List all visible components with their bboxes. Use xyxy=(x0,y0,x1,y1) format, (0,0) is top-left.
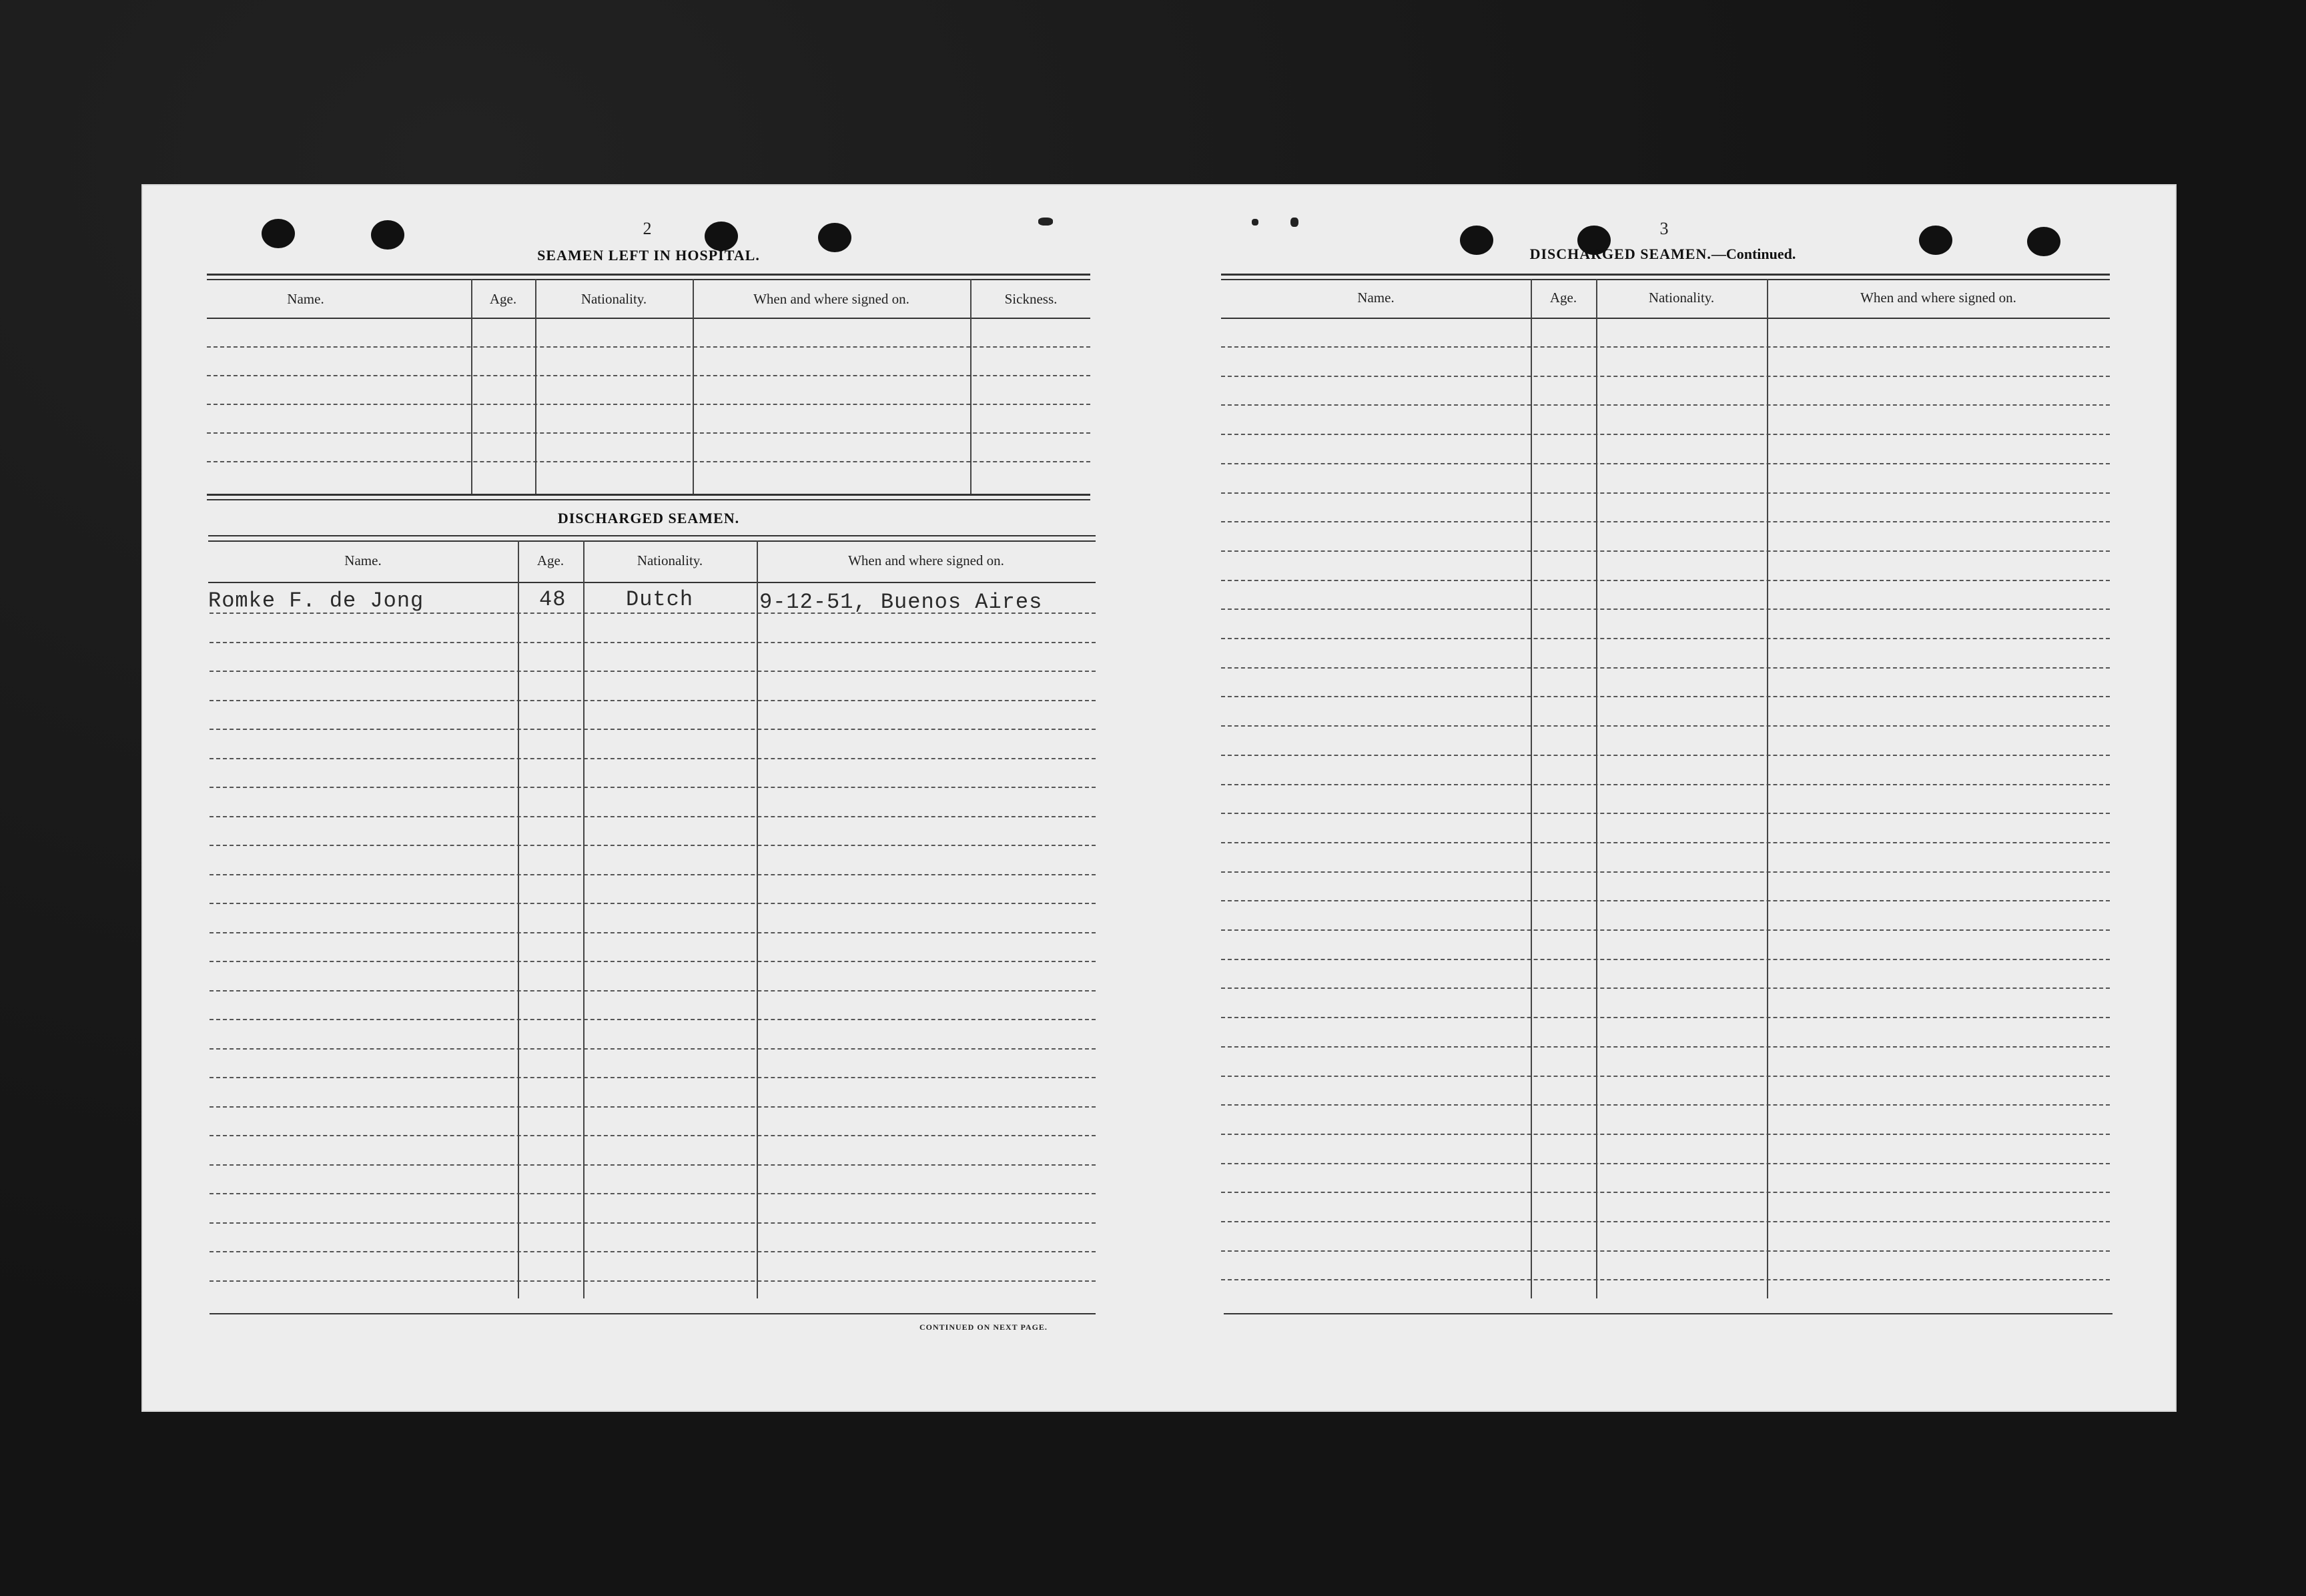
entry-line xyxy=(1221,1250,2110,1252)
entry-line xyxy=(1221,1134,2110,1135)
rule xyxy=(210,1313,1096,1314)
header-rule xyxy=(1221,318,2110,319)
ink-spot xyxy=(1038,218,1053,226)
entry-line xyxy=(1221,929,2110,931)
entry-line xyxy=(1221,1104,2110,1106)
entry-line xyxy=(1221,987,2110,989)
punch-hole xyxy=(1919,226,1952,255)
hospital-col-nationality: Nationality. xyxy=(581,291,647,307)
left-page-number: 2 xyxy=(643,219,652,238)
discharged-row-nationality: Dutch xyxy=(626,587,694,612)
discharged-row-age: 48 xyxy=(539,587,566,612)
discharged-row-signed-on: 9-12-51, Buenos Aires xyxy=(759,590,1043,615)
column-rule xyxy=(970,279,972,494)
hospital-col-sickness: Sickness. xyxy=(1004,291,1058,307)
column-rule xyxy=(583,540,585,1298)
entry-line xyxy=(210,990,1096,991)
continued-note: CONTINUED ON NEXT PAGE. xyxy=(919,1322,1048,1332)
rule xyxy=(1221,279,2110,280)
entry-line xyxy=(210,613,1096,614)
ink-spot xyxy=(1252,219,1258,226)
rule xyxy=(208,535,1096,536)
entry-line xyxy=(1221,813,2110,814)
column-rule xyxy=(757,540,758,1298)
entry-line xyxy=(1221,900,2110,901)
entry-line xyxy=(1221,521,2110,522)
column-rule xyxy=(693,279,694,494)
punch-hole xyxy=(371,220,404,250)
column-rule xyxy=(1767,279,1768,1298)
header-rule xyxy=(207,318,1090,319)
entry-line xyxy=(210,874,1096,875)
discharged-section-title: DISCHARGED SEAMEN. xyxy=(557,510,740,526)
entry-line xyxy=(210,758,1096,759)
punch-hole xyxy=(818,223,851,252)
entry-line xyxy=(207,404,1090,405)
column-rule xyxy=(535,279,536,494)
entry-line xyxy=(210,1222,1096,1224)
entry-line xyxy=(1221,755,2110,756)
column-rule xyxy=(1596,279,1597,1298)
entry-line xyxy=(210,700,1096,701)
entry-line xyxy=(210,787,1096,788)
entry-line xyxy=(207,432,1090,434)
entry-line xyxy=(210,642,1096,643)
entry-line xyxy=(1221,871,2110,873)
right-title-suffix: —Continued. xyxy=(1711,246,1796,262)
entry-line xyxy=(210,1019,1096,1020)
discharged-col-signed-on: When and where signed on. xyxy=(848,552,1004,568)
hospital-col-name: Name. xyxy=(287,291,324,307)
right-col-name: Name. xyxy=(1357,290,1395,306)
header-rule xyxy=(208,582,1096,583)
entry-line xyxy=(1221,434,2110,435)
entry-line xyxy=(210,671,1096,672)
right-section-title xyxy=(1476,246,1850,263)
rule xyxy=(1224,1313,2112,1314)
entry-line xyxy=(1221,725,2110,727)
column-rule xyxy=(518,540,519,1298)
entry-line xyxy=(207,375,1090,376)
entry-line xyxy=(210,1280,1096,1282)
rule xyxy=(207,499,1090,500)
entry-line xyxy=(207,461,1090,462)
entry-line xyxy=(210,1251,1096,1252)
punch-hole xyxy=(262,219,295,248)
entry-line xyxy=(1221,842,2110,843)
ledger-spread xyxy=(141,184,2177,1412)
entry-line xyxy=(1221,1221,2110,1222)
right-col-nationality: Nationality. xyxy=(1648,290,1715,306)
hospital-section-title: SEAMEN LEFT IN HOSPITAL. xyxy=(537,247,760,264)
entry-line xyxy=(1221,959,2110,960)
entry-line xyxy=(1221,550,2110,552)
right-title-main: DISCHARGED SEAMEN. xyxy=(1529,246,1711,262)
rule xyxy=(207,279,1090,280)
entry-line xyxy=(210,903,1096,904)
entry-line xyxy=(1221,667,2110,669)
entry-line xyxy=(210,729,1096,730)
entry-line xyxy=(210,961,1096,962)
entry-line xyxy=(210,1048,1096,1050)
entry-line xyxy=(1221,1076,2110,1077)
entry-line xyxy=(1221,784,2110,785)
rule xyxy=(1221,274,2110,276)
entry-line xyxy=(1221,1192,2110,1193)
discharged-col-name: Name. xyxy=(344,552,382,568)
entry-line xyxy=(1221,1279,2110,1280)
discharged-col-nationality: Nationality. xyxy=(637,552,703,568)
entry-line xyxy=(210,1106,1096,1108)
discharged-col-age: Age. xyxy=(536,552,564,568)
entry-line xyxy=(1221,492,2110,494)
entry-line xyxy=(1221,1163,2110,1164)
entry-line xyxy=(1221,404,2110,406)
entry-line xyxy=(1221,696,2110,697)
entry-line xyxy=(1221,1017,2110,1018)
entry-line xyxy=(1221,463,2110,464)
discharged-row-name: Romke F. de Jong xyxy=(208,588,424,613)
right-col-signed-on: When and where signed on. xyxy=(1860,290,2016,306)
entry-line xyxy=(210,1193,1096,1194)
hospital-col-signed-on: When and where signed on. xyxy=(753,291,909,307)
column-rule xyxy=(471,279,472,494)
rule xyxy=(207,274,1090,276)
entry-line xyxy=(210,845,1096,846)
entry-line xyxy=(207,346,1090,348)
entry-line xyxy=(1221,1046,2110,1048)
right-col-age: Age. xyxy=(1549,290,1577,306)
column-rule xyxy=(1531,279,1532,1298)
hospital-col-age: Age. xyxy=(489,291,517,307)
entry-line xyxy=(210,1164,1096,1166)
right-page-number: 3 xyxy=(1659,219,1669,238)
punch-hole xyxy=(2027,227,2060,256)
entry-line xyxy=(210,816,1096,817)
entry-line xyxy=(210,1077,1096,1078)
entry-line xyxy=(210,932,1096,933)
entry-line xyxy=(1221,346,2110,348)
rule xyxy=(207,494,1090,496)
rule xyxy=(208,540,1096,542)
ink-spot xyxy=(1290,218,1298,227)
entry-line xyxy=(1221,638,2110,639)
entry-line xyxy=(1221,376,2110,377)
entry-line xyxy=(210,1135,1096,1136)
entry-line xyxy=(1221,580,2110,581)
entry-line xyxy=(1221,609,2110,610)
